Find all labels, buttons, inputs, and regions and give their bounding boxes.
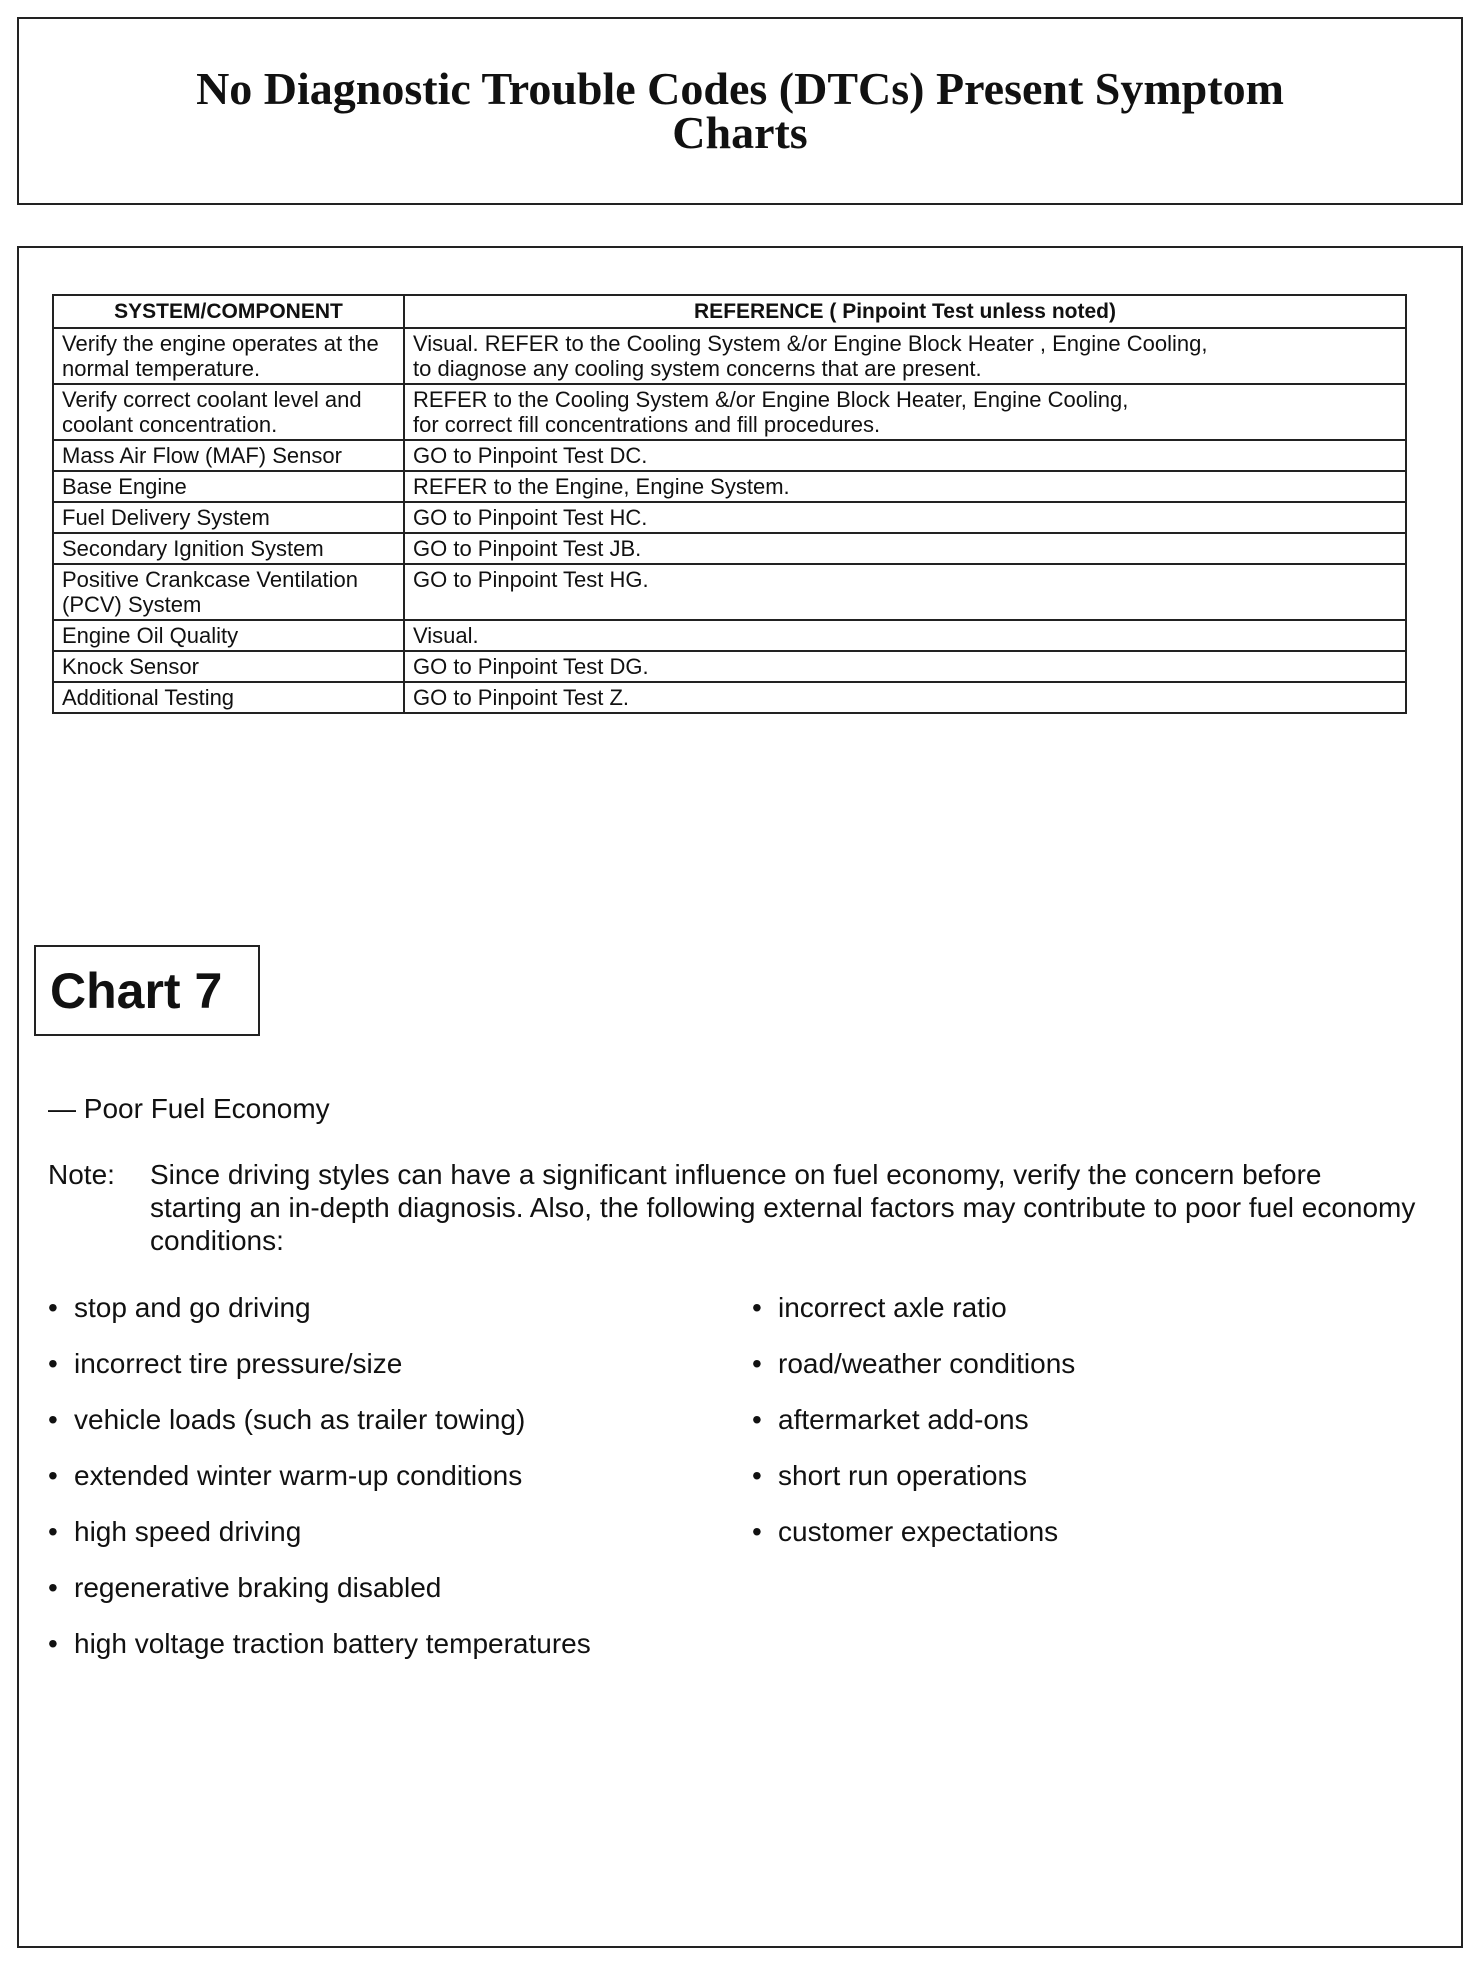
system-cell: Base Engine <box>53 471 404 502</box>
note <box>48 1158 1418 1257</box>
system-cell: Mass Air Flow (MAF) Sensor <box>53 440 404 471</box>
system-cell: Additional Testing <box>53 682 404 713</box>
reference-cell: GO to Pinpoint Test DG. <box>404 651 1406 682</box>
system-cell: Engine Oil Quality <box>53 620 404 651</box>
list-item: • regenerative braking disabled <box>48 1571 591 1627</box>
column-header-system: SYSTEM/COMPONENT <box>53 295 404 328</box>
list-item: • stop and go driving <box>48 1291 591 1347</box>
list-item: • short run operations <box>752 1459 1075 1515</box>
list-item: • high voltage traction battery temperatures <box>48 1627 591 1683</box>
page-title-line1: No Diagnostic Trouble Codes (DTCs) Present Symptom <box>196 63 1284 114</box>
list-item: • extended winter warm-up conditions <box>48 1459 591 1515</box>
reference-cell: GO to Pinpoint Test HG. <box>404 564 1406 620</box>
table-row <box>53 682 1406 713</box>
symptom-table <box>52 294 1407 714</box>
system-cell: Fuel Delivery System <box>53 502 404 533</box>
list-item: • customer expectations <box>752 1515 1075 1571</box>
reference-cell: REFER to the Engine, Engine System. <box>404 471 1406 502</box>
list-item: • incorrect axle ratio <box>752 1291 1075 1347</box>
factor-list-left <box>48 1291 591 1683</box>
page-title <box>196 63 1284 158</box>
column-header-reference: REFERENCE ( Pinpoint Test unless noted) <box>404 295 1406 328</box>
table-row <box>53 564 1406 620</box>
content-box <box>17 246 1463 1948</box>
list-item: • road/weather conditions <box>752 1347 1075 1403</box>
table-row <box>53 328 1406 384</box>
reference-cell: Visual. <box>404 620 1406 651</box>
list-item: • high speed driving <box>48 1515 591 1571</box>
reference-cell: GO to Pinpoint Test JB. <box>404 533 1406 564</box>
chart-label: Chart 7 <box>50 962 223 1019</box>
table-row <box>53 502 1406 533</box>
list-item: • aftermarket add-ons <box>752 1403 1075 1459</box>
system-cell: Secondary Ignition System <box>53 533 404 564</box>
system-cell: Knock Sensor <box>53 651 404 682</box>
title-box <box>17 17 1463 205</box>
system-cell: Verify correct coolant level and coolant concentration. <box>53 384 404 440</box>
table-row <box>53 533 1406 564</box>
note-text: Since driving styles can have a significant influence on fuel economy, verify the concern before starting an in-depth diagnosis. Also, the following external factors may contribute to poor fuel economy conditions: <box>150 1159 1416 1256</box>
table-row <box>53 651 1406 682</box>
table-row <box>53 440 1406 471</box>
reference-cell: REFER to the Cooling System &/or Engine Block Heater, Engine Cooling, for correct fill concentrations and fill procedures. <box>404 384 1406 440</box>
chart-label-box <box>34 945 260 1036</box>
reference-cell: GO to Pinpoint Test Z. <box>404 682 1406 713</box>
table-header-row <box>53 295 1406 328</box>
factor-list-right <box>752 1291 1075 1571</box>
system-cell: Verify the engine operates at the normal temperature. <box>53 328 404 384</box>
table-row <box>53 384 1406 440</box>
page-title-line2: Charts <box>672 107 808 158</box>
list-item: • incorrect tire pressure/size <box>48 1347 591 1403</box>
symptom-title: — Poor Fuel Economy <box>48 1093 330 1124</box>
note-label: Note: <box>48 1159 115 1190</box>
table-row <box>53 471 1406 502</box>
reference-cell: GO to Pinpoint Test DC. <box>404 440 1406 471</box>
table-row <box>53 620 1406 651</box>
reference-cell: GO to Pinpoint Test HC. <box>404 502 1406 533</box>
list-item: • vehicle loads (such as trailer towing) <box>48 1403 591 1459</box>
reference-cell: Visual. REFER to the Cooling System &/or Engine Block Heater , Engine Cooling, to diagnose any cooling system concerns that are present. <box>404 328 1406 384</box>
system-cell: Positive Crankcase Ventilation (PCV) System <box>53 564 404 620</box>
